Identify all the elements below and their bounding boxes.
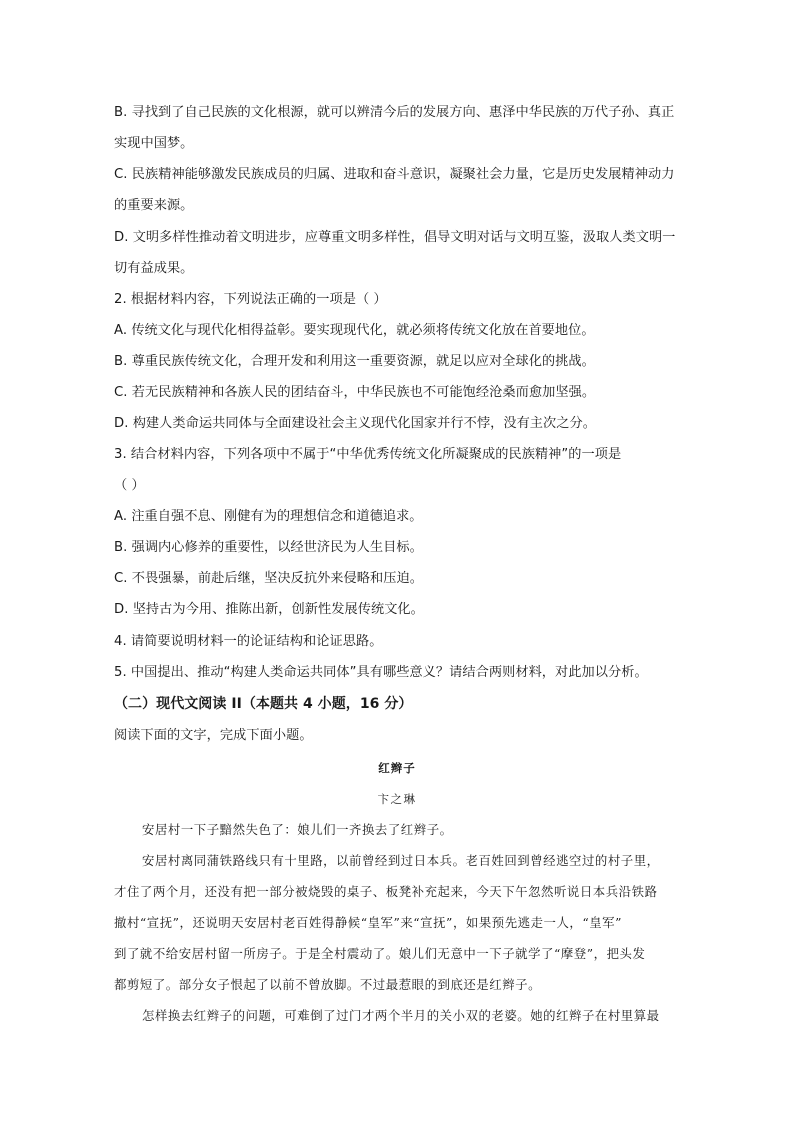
option-2c: C. 若无民族精神和各族人民的团结奋斗，中华民族也不可能饱经沧桑而愈加坚强。 <box>114 385 596 400</box>
option-1d-line2: 切有益成果。 <box>114 261 194 276</box>
story-title: 红辫子 <box>378 761 416 775</box>
option-3b: B. 强调内心修养的重要性，以经世济民为人生目标。 <box>114 540 423 555</box>
story-paragraph-2-line4: 到了就不给安居村留一所房子。于是全村震动了。娘儿们无意中一下子就学了“摩登”，把头发 <box>114 946 646 961</box>
story-author: 卞之琳 <box>377 792 417 806</box>
story-paragraph-2-line2: 才住了两个月，还没有把一部分被烧毁的桌子、板凳补充起来，今天下午忽然听说日本兵沿铁路 <box>114 884 658 899</box>
question-3-stem: 3. 结合材料内容，下列各项中不属于“中华优秀传统文化所凝聚成的民族精神”的一项是 <box>114 447 622 462</box>
story-paragraph-1: 安居村一下子黯然失色了：娘儿们一齐换去了红辫子。 <box>142 822 453 837</box>
option-2a: A. 传统文化与现代化相得益彰。要实现现代化，就必须将传统文化放在首要地位。 <box>114 323 595 338</box>
option-1b-line2: 实现中国梦。 <box>114 136 194 151</box>
story-paragraph-2-line1: 安居村离同蒲铁路线只有十里路，以前曾经到过日本兵。老百姓回到曾经逃空过的村子里， <box>142 853 660 868</box>
option-2b: B. 尊重民族传统文化，合理开发和利用这一重要资源，就足以应对全球化的挑战。 <box>114 354 595 369</box>
option-1d-line1: D. 文明多样性推动着文明进步，应尊重文明多样性，倡导文明对话与文明互鉴，汲取人类文明一 <box>114 230 676 245</box>
story-paragraph-3-line1: 怎样换去红辫子的问题，可难倒了过门才两个半月的关小双的老婆。她的红辫子在村里算最 <box>142 1008 660 1023</box>
question-5: 5. 中国提出、推动“构建人类命运共同体”具有哪些意义？请结合两则材料，对此加以分析。 <box>114 665 648 680</box>
question-3-paren: （ ） <box>114 478 145 493</box>
option-1c-line2: 的重要来源。 <box>114 198 194 213</box>
option-3a: A. 注重自强不息、刚健有为的理想信念和道德追求。 <box>114 509 423 524</box>
option-1c-line1: C. 民族精神能够激发民族成员的归属、进取和奋斗意识，凝聚社会力量，它是历史发展精神动力 <box>114 167 675 182</box>
question-2-stem: 2. 根据材料内容，下列说法正确的一项是（ ） <box>114 292 387 307</box>
story-paragraph-2-line5: 都剪短了。部分女子恨起了以前不曾放脚。不过最惹眼的到底还是红辫子。 <box>114 977 542 992</box>
question-4: 4. 请简要说明材料一的论证结构和论证思路。 <box>114 634 383 649</box>
option-3d: D. 坚持古为今用、推陈出新，创新性发展传统文化。 <box>114 602 424 617</box>
option-3c: C. 不畏强暴，前赴后继，坚决反抗外来侵略和压迫。 <box>114 571 423 586</box>
option-2d: D. 构建人类命运共同体与全面建设社会主义现代化国家并行不悖，没有主次之分。 <box>114 416 596 431</box>
section-heading: （二）现代文阅读 II（本题共 4 小题，16 分） <box>114 696 413 712</box>
reading-instruction: 阅读下面的文字，完成下面小题。 <box>114 728 313 743</box>
story-paragraph-2-line3: 撤村“宣抚”，还说明天安居村老百姓得静候“皇军”来“宣抚”，如果预先逃走一人，“皇军” <box>114 915 622 930</box>
option-1b-line1: B. 寻找到了自己民族的文化根源，就可以辨清今后的发展方向、惠泽中华民族的万代子孙、真正 <box>114 105 675 120</box>
